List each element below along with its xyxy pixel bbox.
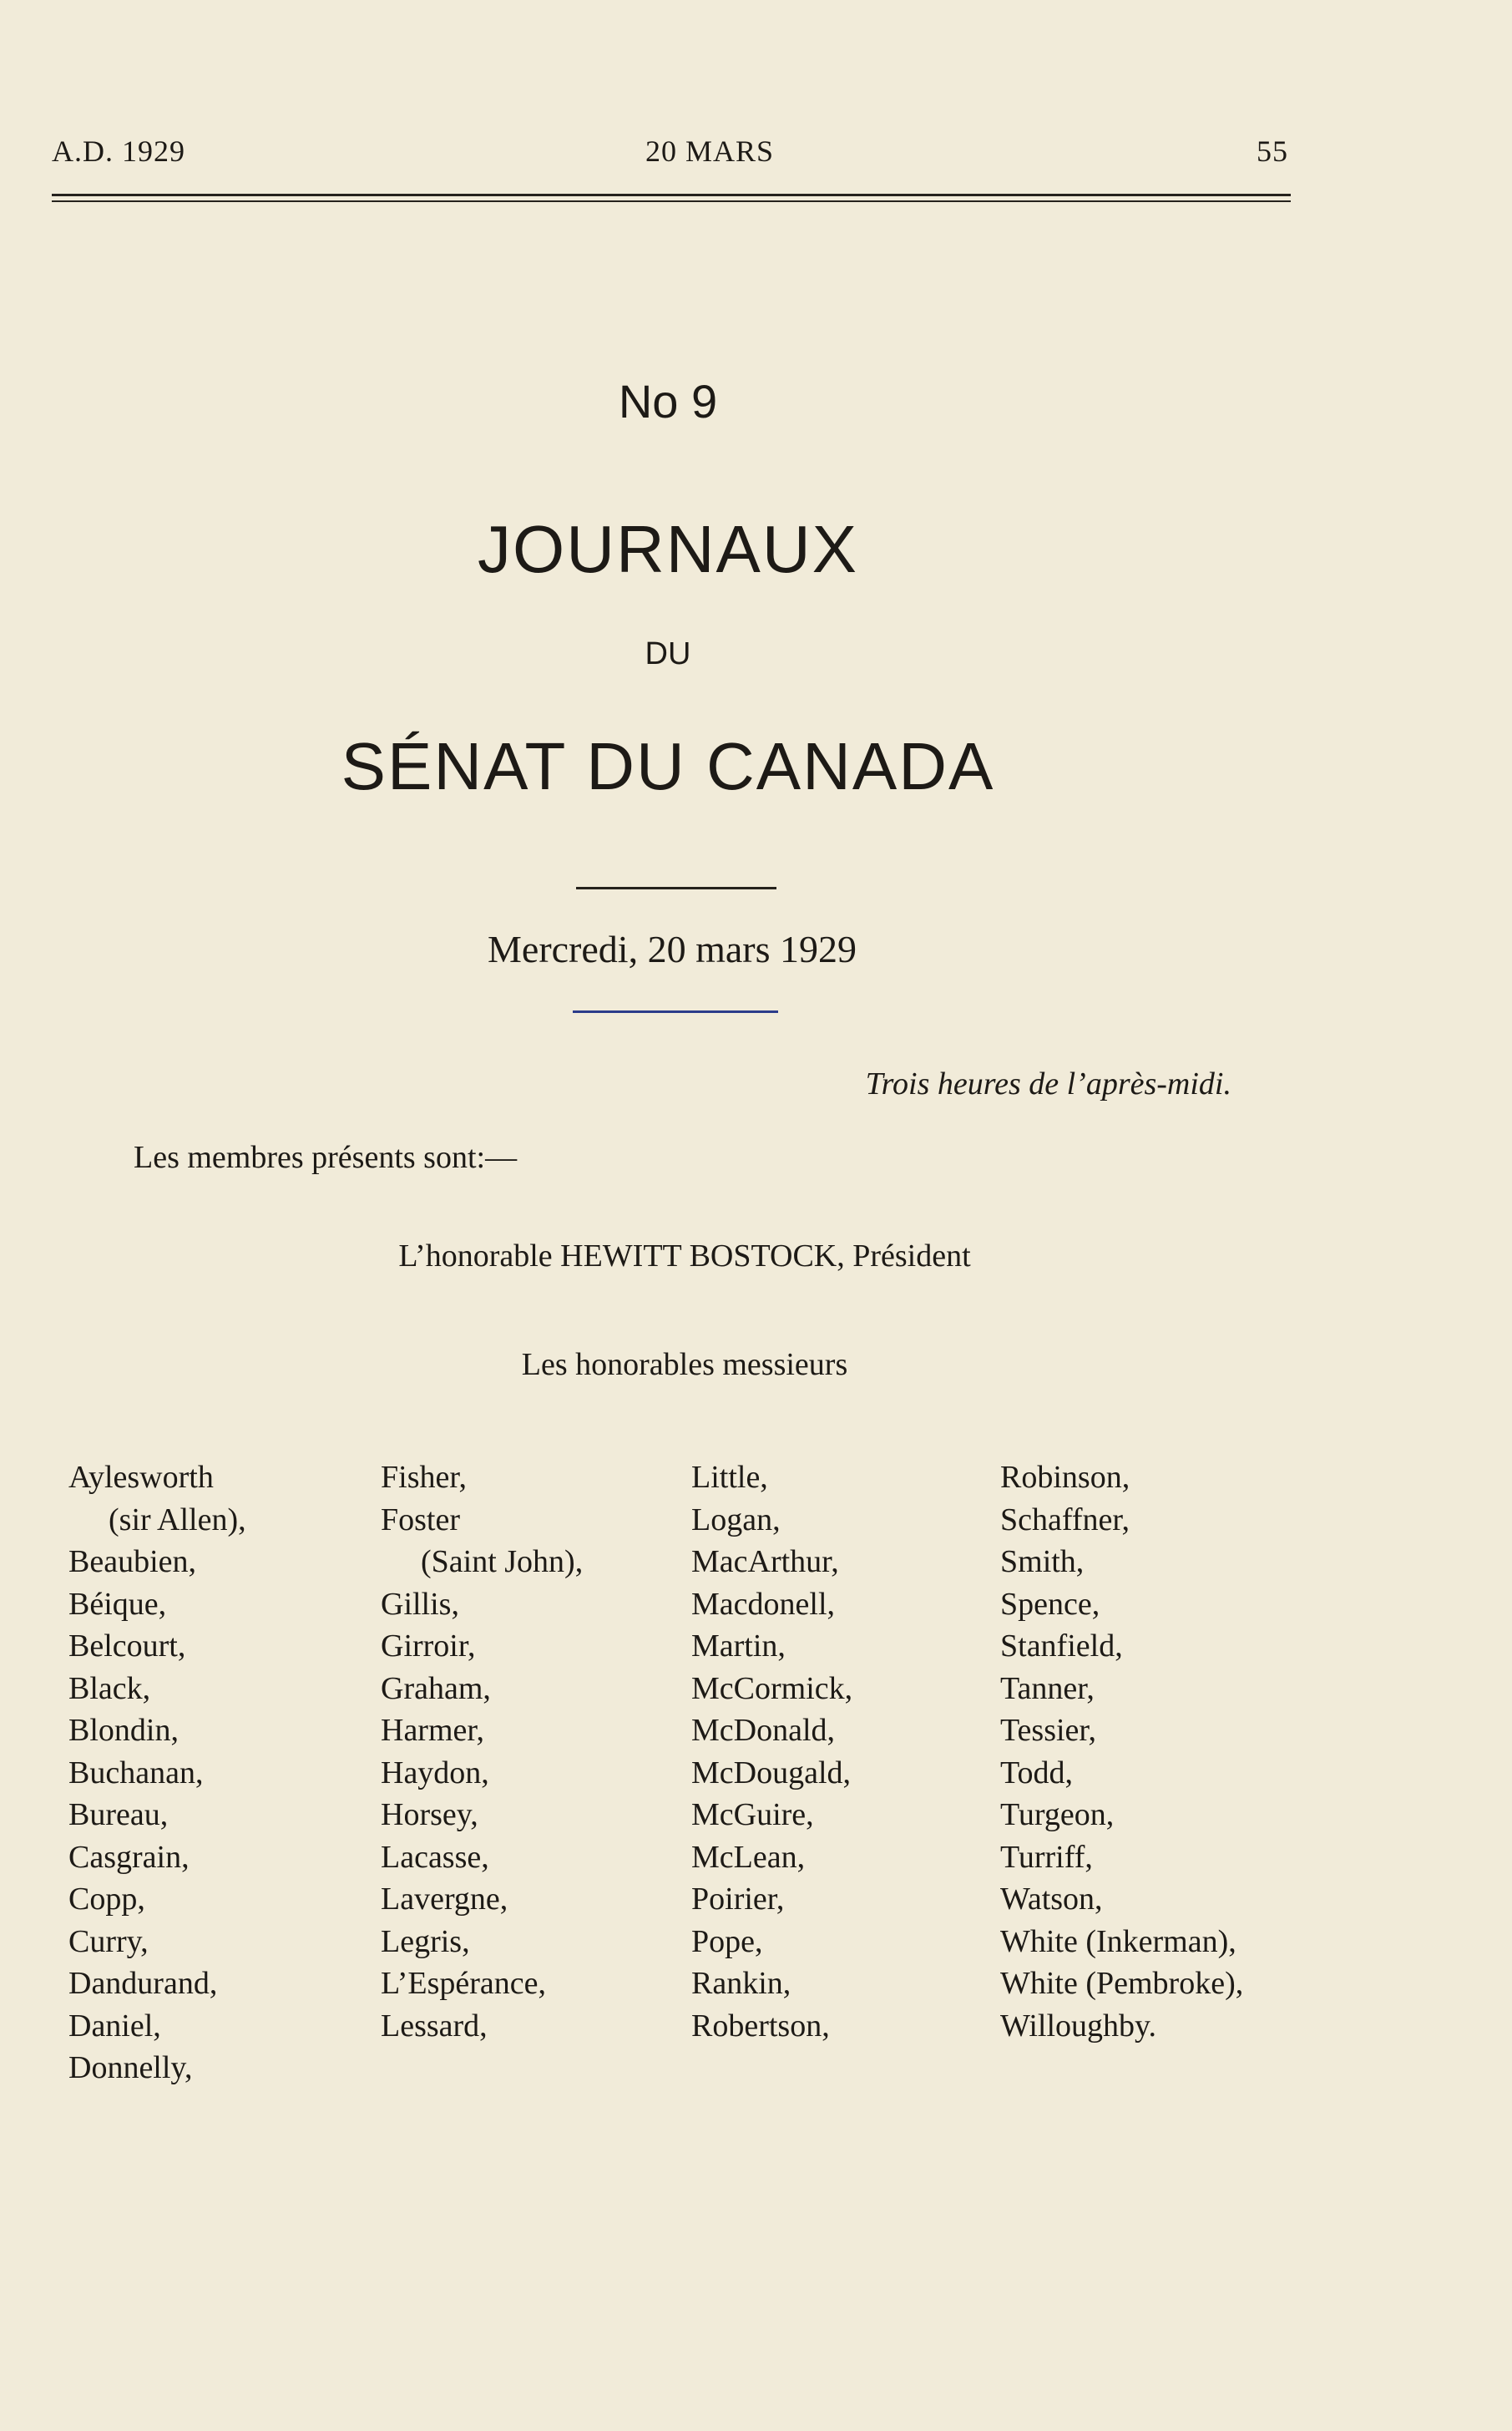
member-name: Poirier,: [691, 1881, 785, 1917]
member-name: Buchanan,: [68, 1755, 204, 1790]
member-name: Lacasse,: [381, 1839, 489, 1875]
member-name: Gillis,: [381, 1586, 459, 1622]
member-name: McDonald,: [691, 1713, 836, 1748]
member-name: Tanner,: [1000, 1670, 1095, 1706]
journal-number: No 9: [618, 375, 718, 428]
page-number: 55: [1257, 134, 1288, 168]
member-name: Todd,: [1000, 1755, 1074, 1790]
member-name: Martin,: [691, 1628, 786, 1664]
members-column-2: [381, 1456, 583, 2047]
member-name: Macdonell,: [691, 1586, 836, 1622]
member-name: Dandurand,: [68, 1966, 218, 2001]
member-name: Béique,: [68, 1586, 167, 1622]
members-column-4: [1000, 1456, 1243, 2047]
session-time: Trois heures de l’après-midi.: [865, 1066, 1231, 1102]
member-name: MacArthur,: [691, 1544, 839, 1579]
member-name: Robinson,: [1000, 1460, 1130, 1495]
session-date: Mercredi, 20 mars 1929: [488, 928, 857, 970]
member-name: Legris,: [381, 1923, 470, 1959]
member-name: McGuire,: [691, 1797, 814, 1832]
member-name: (sir Allen),: [109, 1502, 246, 1537]
member-name: Aylesworth: [68, 1460, 214, 1495]
member-name: McCormick,: [691, 1670, 853, 1706]
member-name: Watson,: [1000, 1881, 1103, 1917]
date-underline: [573, 1010, 778, 1013]
member-name: Horsey,: [381, 1797, 478, 1832]
member-name: Lavergne,: [381, 1881, 508, 1917]
member-name: Harmer,: [381, 1713, 485, 1748]
member-name: Little,: [691, 1460, 768, 1495]
member-name: Daniel,: [68, 2008, 161, 2044]
header-rule-thick: [52, 194, 1291, 196]
present-intro: Les membres présents sont:—: [134, 1140, 518, 1175]
member-name: (Saint John),: [421, 1544, 584, 1579]
member-name: Bureau,: [68, 1797, 169, 1832]
title-du: DU: [645, 636, 691, 671]
member-name: L’Espérance,: [381, 1966, 546, 2001]
member-name: White (Pembroke),: [1000, 1966, 1244, 2001]
member-name: Lessard,: [381, 2008, 488, 2044]
member-name: Spence,: [1000, 1586, 1100, 1622]
divider-rule: [576, 887, 776, 889]
member-name: Robertson,: [691, 2008, 830, 2044]
member-name: Schaffner,: [1000, 1502, 1130, 1537]
messieurs-heading: Les honorables messieurs: [521, 1347, 848, 1382]
member-name: McDougald,: [691, 1755, 852, 1790]
member-name: Fisher,: [381, 1460, 467, 1495]
member-name: White (Inkerman),: [1000, 1923, 1236, 1959]
member-name: Graham,: [381, 1670, 491, 1706]
member-name: Belcourt,: [68, 1628, 186, 1664]
members-column-3: [691, 1456, 852, 2047]
member-name: Blondin,: [68, 1713, 179, 1748]
member-name: Haydon,: [381, 1755, 489, 1790]
member-name: Foster: [381, 1502, 460, 1537]
title-senat: SÉNAT DU CANADA: [341, 729, 995, 803]
member-name: Turriff,: [1000, 1839, 1093, 1875]
member-name: Smith,: [1000, 1544, 1085, 1579]
title-journaux: JOURNAUX: [477, 512, 859, 586]
header-date: 20 MARS: [645, 134, 775, 168]
member-name: Copp,: [68, 1881, 145, 1917]
member-name: Tessier,: [1000, 1713, 1097, 1748]
president-line: L’honorable HEWITT BOSTOCK, Président: [398, 1238, 971, 1274]
member-name: Black,: [68, 1670, 151, 1706]
header-rule-thin: [52, 200, 1291, 202]
member-name: Casgrain,: [68, 1839, 190, 1875]
members-column-1: [68, 1456, 246, 2089]
member-name: Stanfield,: [1000, 1628, 1123, 1664]
member-name: Beaubien,: [68, 1544, 197, 1579]
member-name: Rankin,: [691, 1966, 791, 2001]
member-name: McLean,: [691, 1839, 806, 1875]
member-name: Pope,: [691, 1923, 763, 1959]
member-name: Logan,: [691, 1502, 781, 1537]
header-year: A.D. 1929: [52, 134, 185, 168]
member-name: Willoughby.: [1000, 2008, 1157, 2044]
member-name: Girroir,: [381, 1628, 476, 1664]
member-name: Donnelly,: [68, 2050, 193, 2085]
member-name: Turgeon,: [1000, 1797, 1115, 1832]
member-name: Curry,: [68, 1923, 149, 1959]
